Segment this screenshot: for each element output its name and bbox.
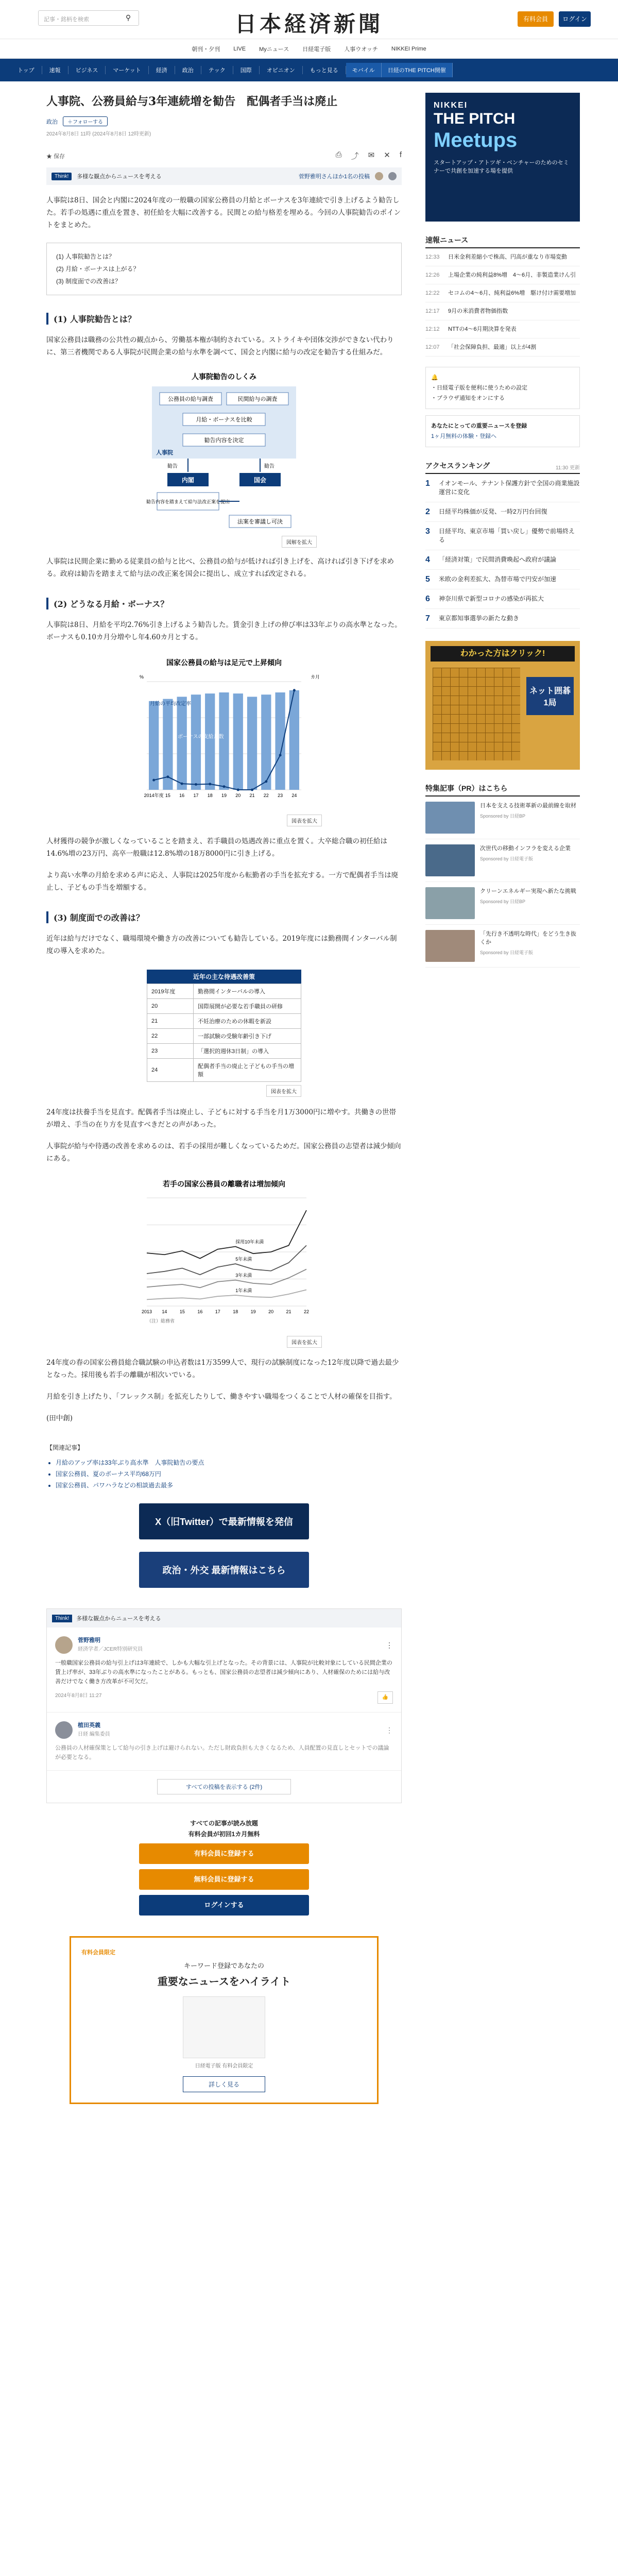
rank-text: 日経平均、東京市場「買い戻し」優勢で前場終える <box>439 528 575 544</box>
tick-label: 20 <box>268 1309 274 1314</box>
tick-label: 15 <box>165 793 170 798</box>
thumbnail <box>425 802 475 834</box>
tick-label: 19 <box>221 793 227 798</box>
rank-text: 東京都知事選挙の新たな動き <box>439 615 520 622</box>
tick-label: 21 <box>249 793 255 798</box>
promo-sub: 日経電子版 有料会員限定 <box>195 2063 253 2069</box>
tick-label: 24 <box>291 793 297 798</box>
rank-number: 3 <box>425 527 430 536</box>
diagram-box-label: 勧告内容を決定 <box>204 437 244 444</box>
chart-bar <box>219 692 229 790</box>
chart-line <box>147 1245 306 1275</box>
tick-label: 22 <box>263 793 269 798</box>
related-link[interactable]: • 国家公務員、夏のボーナス平均68万円 <box>56 1468 402 1480</box>
pr-text: クリーンエネルギー実現へ新たな挑戦 <box>480 888 576 894</box>
related-articles <box>46 1443 402 1491</box>
news-text: NTTの4〜6月期決算を発表 <box>448 326 517 332</box>
rank-text: 神奈川県で新型コロナの感染が再拡大 <box>439 595 544 602</box>
table-cell: 23 <box>147 1044 194 1059</box>
diagram-box-label: 公務員の給与調査 <box>168 396 213 402</box>
pitch-ad[interactable] <box>425 93 580 222</box>
notice-item[interactable]: ・日経電子版を便利に使うための設定 <box>431 385 527 391</box>
chart-point <box>237 789 239 791</box>
tick-label: 18 <box>233 1309 238 1314</box>
ad-sub: スタートアップ・アトツギ・ベンチャーのためのセミナーで共創を加速する場を提供 <box>434 160 569 174</box>
category-link[interactable]: 政治 <box>46 118 58 125</box>
paragraph: 近年は給与だけでなく、職場環境や働き方の改善についても勧告している。2019年度には勤務間インターバル制度の導入を求めた。 <box>46 935 397 955</box>
paragraph: より高い水準の月給を求める声に応え、人事院は2025年度から転勤者の手当を拡充する。一方で配偶者手当は廃止し、子どもの手当を増額する。 <box>46 871 399 892</box>
nav-item[interactable]: オピニオン <box>260 66 303 74</box>
lead-paragraph: 人事院は8日、国会と内閣に2024年度の一般職の国家公務員の月給とボーナスを3年連続で引き上げるよう勧告した。若手の処遇に重点を置き、初任給を大幅に改善する。民間との給与格差を埋める。今回の人事院勧告のポイントをまとめた。 <box>46 196 401 229</box>
subscribe-trial-button[interactable]: 有料会員に登録する <box>139 1843 309 1864</box>
commenter-name[interactable]: 菅野雅明 <box>78 1637 100 1643</box>
promo-image <box>183 1996 265 2058</box>
diagram-box-label: 法案を審議し可決 <box>237 519 283 525</box>
paragraph: 人事院は民間企業に勤める従業員の給与と比べ、公務員の給与が低ければ引き上げを、高ければ引き下げを求める。政府は勧告を踏まえて給与法の改正案を国会に提出し、成立すれば改定される。 <box>46 557 394 578</box>
chart-point <box>209 783 211 785</box>
follow-button[interactable]: ＋フォローする <box>63 116 108 126</box>
promo-title: 重要なニュースをハイライト <box>157 1976 291 1988</box>
table-cell: 一部試験の受験年齢引き下げ <box>194 1029 301 1044</box>
table-of-contents <box>46 243 402 295</box>
chart-point <box>166 775 169 778</box>
service-link[interactable]: LIVE <box>233 45 246 52</box>
thumbnail <box>425 844 475 876</box>
article-meta <box>46 116 402 137</box>
diagram-box-label: 月給・ボーナスを比較 <box>196 417 252 423</box>
rank-text: イオンモール、テナント保護方針で全国の商業施設運営に変化 <box>439 480 580 496</box>
news-time: 12:17 <box>425 308 440 314</box>
comments-title: 多様な観点からニュースを考える <box>76 1616 161 1622</box>
news-time: 12:07 <box>425 344 440 350</box>
tick-label: 16 <box>197 1309 203 1314</box>
table-row <box>147 999 301 1014</box>
commenter-title: 経済学者／JCER特別研究員 <box>78 1647 143 1652</box>
resignation-chart <box>126 1177 322 1347</box>
notice2-link[interactable]: 1ヶ月無料の体験・登録へ <box>431 433 497 439</box>
toc-item[interactable]: (1) 人事院勧告とは？ <box>56 253 115 260</box>
print-icon[interactable]: ⎙ <box>335 150 342 159</box>
news-time: 12:33 <box>425 254 440 260</box>
pr-title: 特集記事（PR）はこちら <box>425 784 508 792</box>
ad-title2: Meetups <box>434 129 518 151</box>
think-text: 多様な観点からニュースを考える <box>77 174 162 180</box>
tick-label: 17 <box>215 1309 220 1314</box>
paragraph: 国家公務員は職務の公共性の観点から、労働基本権が制約されている。ストライキや団体交渉ができない代わりに、第三者機関である人事院が民間企業の給与水準を調べて、国会と内閣に給与の改定を勧告する仕組みだ。 <box>46 336 394 357</box>
notification-box <box>425 415 580 447</box>
news-text: 日米金利差縮小で株高、円高が重なり市場変動 <box>448 254 567 260</box>
rank-number: 4 <box>425 555 430 564</box>
news-item[interactable] <box>425 338 580 357</box>
sidebar <box>425 93 580 968</box>
table-cell: 配偶者手当の廃止と子どもの手当の増額 <box>194 1059 301 1082</box>
ranking-item[interactable] <box>425 522 580 550</box>
tick-label: 14 <box>162 1309 167 1314</box>
mail-icon[interactable]: ✉ <box>368 151 375 160</box>
news-title: 速報ニュース <box>425 236 469 244</box>
comment-text: 公務員の人材確保策として給与の引き上げは避けられない。ただし財政負担も大きくなるため、人員配置の見直しとセットでの議論が必要となる。 <box>55 1745 389 1760</box>
paragraph: 人材獲得の競争が激しくなっていることを踏まえ、若手職員の処遇改善に重点を置く。大卒総合職の初任給は14.6%増の23万円、高卒一般職は12.8%増の18万8000円に引き上げる。 <box>46 837 388 858</box>
diagram-box-label: 民間給与の調査 <box>237 396 278 402</box>
chart-point <box>293 689 296 691</box>
paywall-login-button[interactable]: ログインする <box>139 1895 309 1916</box>
ad2-sub: ネット囲碁1局 <box>526 677 574 715</box>
notice-label: ブラウザ通知をオンにする <box>437 395 505 401</box>
avatar <box>55 1721 73 1739</box>
paragraph: 人事院が給与や待遇の改善を求めるのは、若手の採用が難しくなっているためだ。国家公務員の志望者は減少傾向にある。 <box>46 1142 401 1163</box>
notification-box <box>425 367 580 409</box>
rank-number: 2 <box>425 507 430 516</box>
ranking-item[interactable] <box>425 502 580 522</box>
avatar <box>375 172 383 180</box>
byline: (田中創) <box>46 1414 73 1422</box>
news-item[interactable] <box>425 320 580 338</box>
table-title: 近年の主な待遇改善策 <box>147 970 301 984</box>
save-label: 保存 <box>54 153 65 160</box>
tick-label: 2014年度 <box>144 793 164 798</box>
related-link[interactable]: • 国家公務員、パワハラなどの相談過去最多 <box>56 1480 402 1491</box>
ranking-item[interactable] <box>425 570 580 589</box>
tick-label: 2013 <box>141 1309 152 1314</box>
facebook-icon[interactable]: f <box>399 150 402 159</box>
thumbnail <box>425 887 475 919</box>
chart-note: （注）総務省 <box>147 1318 175 1324</box>
like-button[interactable]: 👍 <box>377 1691 393 1704</box>
search-icon[interactable]: ⚲ <box>125 14 131 22</box>
legend-label: 月給の平均改定率 <box>150 701 191 707</box>
commenter-title: 日経 編集委員 <box>78 1732 110 1737</box>
service-nav <box>0 39 618 59</box>
article-title: 人事院、公務員給与3年連続増を勧告 配偶者手当は廃止 <box>46 95 338 108</box>
related-link[interactable]: • 月給のアップ率は33年ぶり高水準 人事院勧告の要点 <box>56 1457 402 1468</box>
ad-title: THE PITCH <box>434 110 516 127</box>
pr-source: Sponsored by 日経BP <box>480 814 526 819</box>
more-icon[interactable]: ⋮ <box>386 1726 393 1734</box>
promo-label: 有料会員限定 <box>81 1950 115 1956</box>
chart-bar <box>177 697 187 790</box>
ad2-text: わかった方はクリック! <box>431 646 575 662</box>
table-cell: 国際展開が必要な若手職員の研修 <box>194 999 301 1014</box>
main-nav <box>0 59 618 81</box>
chart-point <box>181 783 183 785</box>
chart-point <box>279 754 282 756</box>
tick-label: 21 <box>286 1309 291 1314</box>
nav-item[interactable]: 政治 <box>175 66 201 74</box>
ranking-time: 11:30 更新 <box>555 465 580 471</box>
expand-chart-button[interactable]: 図表を拡大 <box>287 815 322 826</box>
share-icon[interactable]: ⤴ <box>351 152 359 161</box>
rank-text: 日経平均株価が反発、一時2万円台回復 <box>439 508 547 515</box>
news-item[interactable] <box>425 266 580 284</box>
news-text: セコムの4〜6月、純利益6%増 駆け付け需要増加 <box>448 290 576 296</box>
tick-label: 15 <box>179 1309 185 1314</box>
tick-label: 19 <box>250 1309 256 1314</box>
chart-point <box>152 779 155 782</box>
tick-label: 20 <box>235 793 241 798</box>
table-cell: 不妊治療のための休暇を新設 <box>194 1014 301 1029</box>
pr-item[interactable] <box>425 796 580 839</box>
ranking-item[interactable] <box>425 589 580 609</box>
diagram-box-label: 内閣 <box>181 477 195 484</box>
chart-line <box>147 1269 306 1288</box>
ranking-item[interactable] <box>425 474 580 502</box>
news-time: 12:26 <box>425 272 440 278</box>
service-link[interactable]: 朝刊・夕刊 <box>192 46 220 53</box>
notice2-title: あなたにとっての重要ニュースを登録 <box>431 423 527 429</box>
chart-point <box>265 780 267 783</box>
chart-line <box>147 1210 306 1258</box>
expand-table-button[interactable]: 図表を拡大 <box>266 1085 301 1097</box>
tick-label: 17 <box>193 793 199 798</box>
article-toolbar <box>46 150 402 161</box>
news-item[interactable] <box>425 302 580 320</box>
series-label: 5年未満 <box>235 1257 252 1262</box>
chart-bar <box>191 694 201 790</box>
avatar <box>55 1636 73 1654</box>
nav-item[interactable]: 経済 <box>149 66 175 74</box>
search-input[interactable]: 記事・銘柄を検索 <box>38 10 139 26</box>
think-bar[interactable] <box>46 167 402 185</box>
paragraph: 24年度は扶養手当を見直す。配偶者手当は廃止し、子どもに対する手当を月1万3000円に増やす。共働きの世帯が増え、手当の在り方を見直すべきだとの声があった。 <box>46 1108 396 1129</box>
service-link[interactable]: 人事ウオッチ <box>344 46 378 53</box>
go-ad[interactable] <box>425 641 580 770</box>
tick-label: 22 <box>303 1309 310 1314</box>
service-link[interactable]: Myニュース <box>259 46 289 53</box>
series-label: 3年未満 <box>235 1273 252 1278</box>
chart-bar <box>247 697 257 790</box>
rank-number: 6 <box>425 595 430 603</box>
diagram-box-label: 勧告内容を踏まえて給与法改正案を提出 <box>146 499 230 504</box>
think-badge: Think! <box>52 1615 72 1622</box>
chart-title: 国家公務員の給与は足元で上昇傾向 <box>166 658 282 667</box>
news-text: 上場企業の純利益8%増 4〜6月、非製造業けん引 <box>448 272 576 278</box>
table-cell: 24 <box>147 1059 194 1082</box>
article-column <box>46 93 402 2104</box>
pr-item[interactable] <box>425 839 580 882</box>
axis-label: % <box>139 674 144 680</box>
chart-point <box>195 783 197 786</box>
notice-label: 日経電子版を便利に使うための設定 <box>437 385 527 391</box>
nav-item[interactable]: ビジネス <box>68 66 106 74</box>
chart-line <box>147 1290 306 1300</box>
highlight-promo <box>70 1936 379 2104</box>
service-link[interactable]: NIKKEI Prime <box>391 45 426 52</box>
x-share-icon[interactable]: ✕ <box>384 151 390 160</box>
chart-svg <box>126 1177 322 1332</box>
table-row <box>147 1059 301 1082</box>
pr-source: Sponsored by 日経電子版 <box>480 856 534 861</box>
subscribe-button[interactable]: 有料会員 <box>518 11 554 27</box>
related-title: 【関連記事】 <box>46 1444 84 1451</box>
pr-list <box>425 796 580 968</box>
table-row <box>147 1029 301 1044</box>
nav-item[interactable]: モバイル <box>346 63 382 77</box>
go-board <box>433 668 520 760</box>
ad-brand: NIKKEI <box>434 101 468 110</box>
diagram-label: 人事院 <box>156 450 173 456</box>
table-cell: 21 <box>147 1014 194 1029</box>
top-header <box>0 0 618 39</box>
system-diagram <box>131 371 317 546</box>
toc-item[interactable]: (2) 月給・ボーナスは上がる？ <box>56 265 140 273</box>
expand-figure-button[interactable]: 図解を拡大 <box>282 536 317 548</box>
bell-icon: 🔔 <box>431 375 438 381</box>
diagram-title: 人事院勧告のしくみ <box>192 372 256 381</box>
section-heading: (3) 制度面での改善は？ <box>46 911 402 923</box>
legend-label: ボーナスの支給月数 <box>178 734 224 740</box>
chart-bar <box>205 693 215 790</box>
paragraph: 人事院は8日、月給を平均2.76%引き上げるよう勧告した。賃金引き上げの伸び率は33年ぶりの高水準となった。ボーナスも0.10カ月分増やし年4.60カ月とする。 <box>46 621 402 641</box>
paywall <box>46 1819 402 1916</box>
nav-item[interactable]: もっと見る <box>303 66 346 74</box>
news-item[interactable] <box>425 284 580 302</box>
table-row <box>147 984 301 999</box>
expand-chart-button[interactable]: 図表を拡大 <box>287 1336 322 1348</box>
table-cell: 「選択的週休3日制」の導入 <box>194 1044 301 1059</box>
tick-label: 18 <box>207 793 213 798</box>
rank-number: 7 <box>425 614 430 623</box>
notice-item[interactable]: ・ブラウザ通知をオンにする <box>431 395 505 401</box>
commenter-name[interactable]: 植田英義 <box>78 1722 100 1728</box>
ranking-title: アクセスランキング <box>425 462 490 470</box>
comment-item <box>47 1713 401 1771</box>
think-badge: Think! <box>52 173 72 180</box>
news-text: 「社会保障負担、最適」以上が4割 <box>448 344 537 350</box>
chart-point <box>251 789 253 791</box>
paragraph: 24年度の春の国家公務員総合職試験の申込者数は1万3599人で、現行の試験制度になった12年度以降で過去最少となった。採用後も若手の離職が相次いでいる。 <box>46 1359 399 1379</box>
follow-label: フォローする <box>73 120 103 125</box>
pr-source: Sponsored by 日経電子版 <box>480 950 534 955</box>
more-icon[interactable]: ⋮ <box>386 1641 393 1649</box>
diagram-label: 勧告 <box>167 464 178 469</box>
rank-text: 米欧の金利差拡大、為替市場で円安が加速 <box>439 575 557 583</box>
rank-number: 5 <box>425 575 430 584</box>
paywall-line1: すべての記事が読み放題 <box>190 1820 258 1827</box>
pr-text: 「先行き不透明な時代」をどう生き抜くか <box>480 931 576 945</box>
nav-item[interactable]: マーケット <box>106 66 148 74</box>
ranking-item[interactable] <box>425 550 580 570</box>
news-heading[interactable] <box>425 235 580 248</box>
promo-button[interactable]: 詳しく見る <box>183 2076 265 2092</box>
pr-text: 日本を支える技術革新の最前線を取材 <box>480 803 576 809</box>
chart-svg <box>126 656 322 810</box>
pr-item[interactable] <box>425 882 580 925</box>
news-list <box>425 248 580 357</box>
pr-text: 次世代の移動インフラを変える企業 <box>480 845 571 852</box>
view-all-comments-button[interactable]: すべての投稿を表示する (2件) <box>157 1779 291 1794</box>
news-text: 9月の米消費者物価指数 <box>448 308 508 314</box>
table-cell: 20 <box>147 999 194 1014</box>
think-link[interactable]: 菅野雅明さんほか1名の投稿 <box>298 174 370 180</box>
chart-point <box>223 785 226 788</box>
think-comments <box>46 1608 402 1803</box>
politics-banner[interactable]: 政治・外交 最新情報はこちら <box>139 1552 309 1588</box>
paragraph: 月給を引き上げたり、「フレックス制」を拡充したりして、働きやすい職場をつくることで人材の確保を目指す。 <box>46 1393 397 1401</box>
nav-item[interactable]: 国際 <box>233 66 260 74</box>
ranking-list <box>425 474 580 629</box>
toc-item[interactable]: (3) 制度面での改善は？ <box>56 278 122 285</box>
pr-heading[interactable] <box>425 783 580 796</box>
comment-date: 2024年8月8日 11:27 <box>55 1693 102 1699</box>
chart-title: 若手の国家公務員の離職者は増加傾向 <box>163 1180 285 1188</box>
improvement-table <box>147 970 301 1097</box>
avatar <box>388 172 397 180</box>
table-cell: 勤務間インターバルの導入 <box>194 984 301 999</box>
rank-number: 1 <box>425 479 430 488</box>
publish-date: 2024年8月8日 11時 (2024年8月8日 12時更新) <box>46 131 151 137</box>
paywall-line2: 有料会員が初回1カ月無料 <box>188 1831 260 1838</box>
comment-text: 一般職国家公務員の給与引上げは3年連続で、しかも大幅な引上げとなった。その背景には、人事院が比較対象にしている民間企業の賃上げ率が、33年ぶりの高水準になったことがある。もっとも、国家公務員の志望者は減少傾向にあり、人材確保のためには給与改善だけでなく働き方改革が不可欠だ。 <box>55 1660 392 1685</box>
promo-lead: キーワード登録であなたの <box>183 1962 264 1970</box>
series-label: 採用10年未満 <box>235 1239 264 1245</box>
salary-chart <box>126 656 322 826</box>
diagram-label: 勧告 <box>264 464 274 469</box>
tick-label: 23 <box>278 793 283 798</box>
table-cell: 22 <box>147 1029 194 1044</box>
table-row <box>147 1044 301 1059</box>
save-button[interactable]: ★ 保存 <box>46 153 65 160</box>
series-label: 1年未満 <box>235 1288 252 1293</box>
x-banner[interactable]: X（旧Twitter）で最新情報を発信 <box>139 1503 309 1539</box>
nav-item[interactable]: トップ <box>10 66 42 74</box>
table <box>147 984 301 1082</box>
chart-bar <box>149 701 159 790</box>
section-heading: (2) どうなる月給・ボーナス？ <box>46 598 402 609</box>
news-time: 12:22 <box>425 290 440 296</box>
news-time: 12:12 <box>425 326 440 332</box>
news-item[interactable] <box>425 248 580 266</box>
ranking-item[interactable] <box>425 609 580 629</box>
pr-source: Sponsored by 日経BP <box>480 899 526 904</box>
pr-item[interactable] <box>425 925 580 968</box>
ranking-heading[interactable] <box>425 461 580 474</box>
section-heading: (1) 人事院勧告とは？ <box>46 313 402 325</box>
axis-label: カ月 <box>311 674 320 680</box>
login-button[interactable]: ログイン <box>559 11 591 27</box>
table-cell: 2019年度 <box>147 984 194 999</box>
comment-item <box>47 1628 401 1713</box>
diagram-box-label: 国会 <box>253 477 267 484</box>
tick-label: 16 <box>179 793 185 798</box>
rank-text: 「経済対策」で民間消費喚起へ政府が議論 <box>439 556 557 563</box>
thumbnail <box>425 930 475 962</box>
site-logo[interactable]: 日本経済新聞 <box>234 11 383 37</box>
free-register-button[interactable]: 無料会員に登録する <box>139 1869 309 1890</box>
nav-item[interactable]: 速報 <box>42 66 68 74</box>
table-row <box>147 1014 301 1029</box>
service-link[interactable]: 日経電子版 <box>302 46 331 53</box>
nav-item[interactable]: テック <box>201 66 233 74</box>
chart-bar <box>233 693 243 790</box>
diagram-svg <box>131 371 317 531</box>
nav-item[interactable]: 日経のTHE PITCH開催 <box>382 63 453 77</box>
